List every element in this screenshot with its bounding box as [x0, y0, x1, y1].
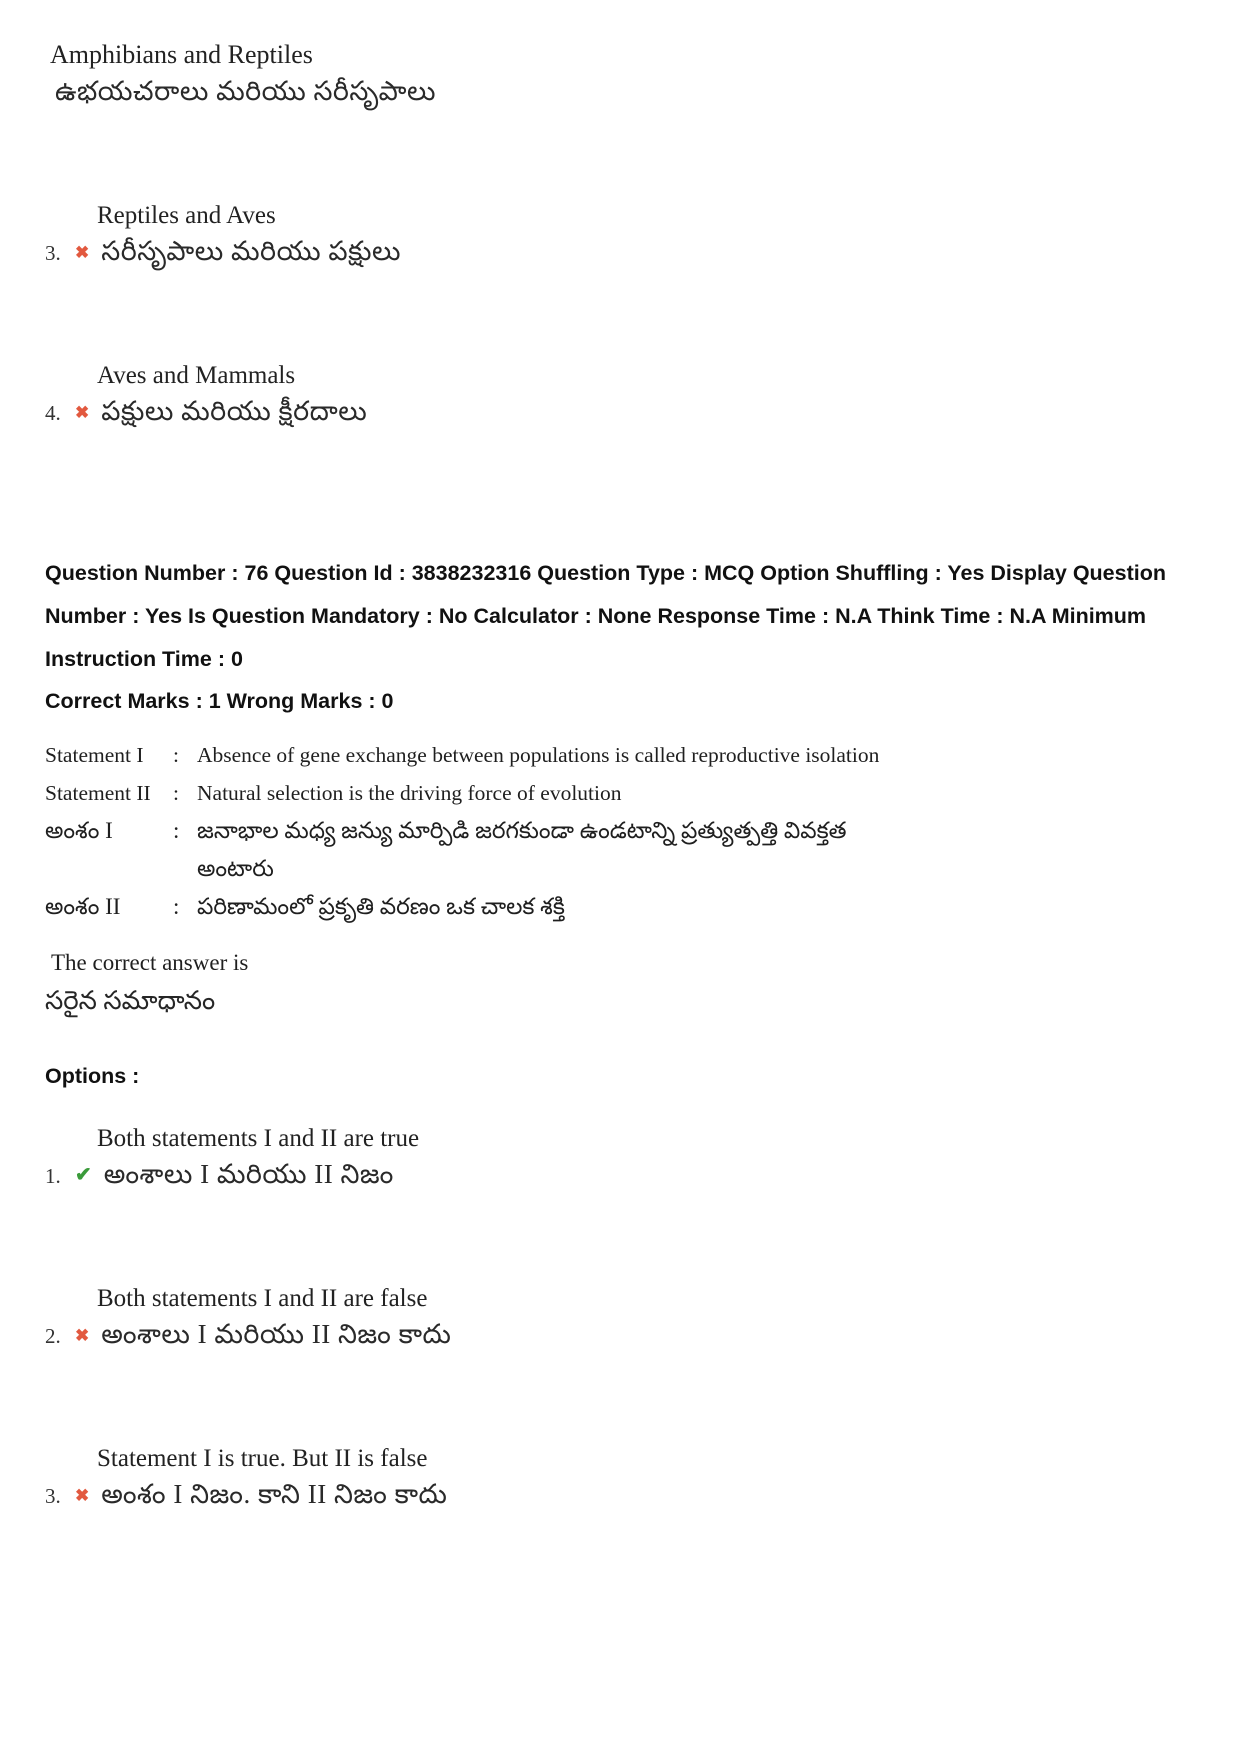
option-text-english: Amphibians and Reptiles	[50, 40, 313, 69]
question-metadata	[45, 552, 1195, 714]
question-marks-line: Correct Marks : 1 Wrong Marks : 0	[45, 689, 394, 713]
statement-row-3	[45, 812, 1195, 888]
statement-text: పరిణామంలో ప్రకృతి వరణం ఒక చాలక శక్తి	[197, 894, 565, 919]
question-statements	[45, 736, 1195, 926]
option-number: 3.	[45, 241, 61, 265]
correct-answer-prompt-english: The correct answer is	[51, 950, 249, 975]
option-text-english: Aves and Mammals	[97, 362, 296, 389]
statement-colon: :	[173, 743, 179, 767]
statement-text: Absence of gene exchange between populations is called reproductive isolation	[197, 743, 880, 767]
previous-question-options	[45, 40, 1195, 434]
wrong-answer-icon: ✖	[75, 1326, 90, 1345]
previous-option-3	[45, 202, 1195, 274]
option-text-english: Statement I is true. But II is false	[97, 1445, 428, 1472]
option-text-telugu: అంశాలు I మరియు II నిజం కాదు	[101, 1319, 452, 1349]
wrong-answer-icon: ✖	[75, 403, 90, 422]
statement-colon: :	[173, 894, 180, 919]
statement-text: జనాభాల మధ్య జన్యు మార్పిడి జరగకుండా ఉండటాన్ని ప్రత్యుత్పత్తి వివక్తత అంటారు	[197, 818, 847, 881]
previous-option-4	[45, 362, 1195, 434]
statement-row-4	[45, 888, 1195, 926]
option-text-english: Both statements I and II are true	[97, 1125, 420, 1152]
option-2	[45, 1285, 1195, 1357]
statement-colon: :	[173, 781, 179, 805]
option-3	[45, 1445, 1195, 1517]
option-text-telugu: సరీసృపాలు మరియు పక్షులు	[101, 236, 401, 266]
option-text-telugu: అంశాలు I మరియు II నిజం	[103, 1159, 394, 1189]
option-text-telugu: అంశం I నిజం. కాని II నిజం కాదు	[101, 1479, 448, 1509]
options-heading: Options :	[45, 1064, 140, 1088]
statement-label: అంశం I	[45, 818, 113, 843]
question-meta-line: Question Number : 76 Question Id : 3838232316 Question Type : MCQ Option Shuffling : Yes Display Question Number : Yes Is Question Mandatory : No Calculator : None Response Time : N.A Think Time : N.A Minimum Instruction Time : 0	[45, 561, 1166, 671]
wrong-answer-icon: ✖	[75, 243, 90, 262]
previous-option-partial	[45, 40, 1195, 114]
correct-answer-prompt-telugu: సరైన సమాధానం	[45, 986, 216, 1015]
wrong-answer-icon: ✖	[75, 1486, 90, 1505]
option-text-telugu: ఉభయచరాలు మరియు సరీసృపాలు	[55, 76, 436, 106]
option-number: 4.	[45, 401, 61, 425]
option-1	[45, 1125, 1195, 1197]
statement-row-1	[45, 736, 1195, 774]
option-text-english: Both statements I and II are false	[97, 1285, 428, 1312]
statement-label: Statement II	[45, 781, 151, 805]
statement-label: Statement I	[45, 743, 144, 767]
option-number: 3.	[45, 1484, 61, 1508]
statement-colon: :	[173, 818, 180, 843]
option-number: 2.	[45, 1324, 61, 1348]
option-number: 1.	[45, 1164, 61, 1188]
option-text-telugu: పక్షులు మరియు క్షీరదాలు	[101, 396, 368, 426]
statement-row-2	[45, 774, 1195, 812]
statement-text: Natural selection is the driving force of evolution	[197, 781, 622, 805]
option-text-english: Reptiles and Aves	[97, 202, 276, 229]
correct-answer-icon: ✔	[75, 1164, 92, 1186]
statement-label: అంశం II	[45, 894, 121, 919]
question-options	[45, 1125, 1195, 1517]
